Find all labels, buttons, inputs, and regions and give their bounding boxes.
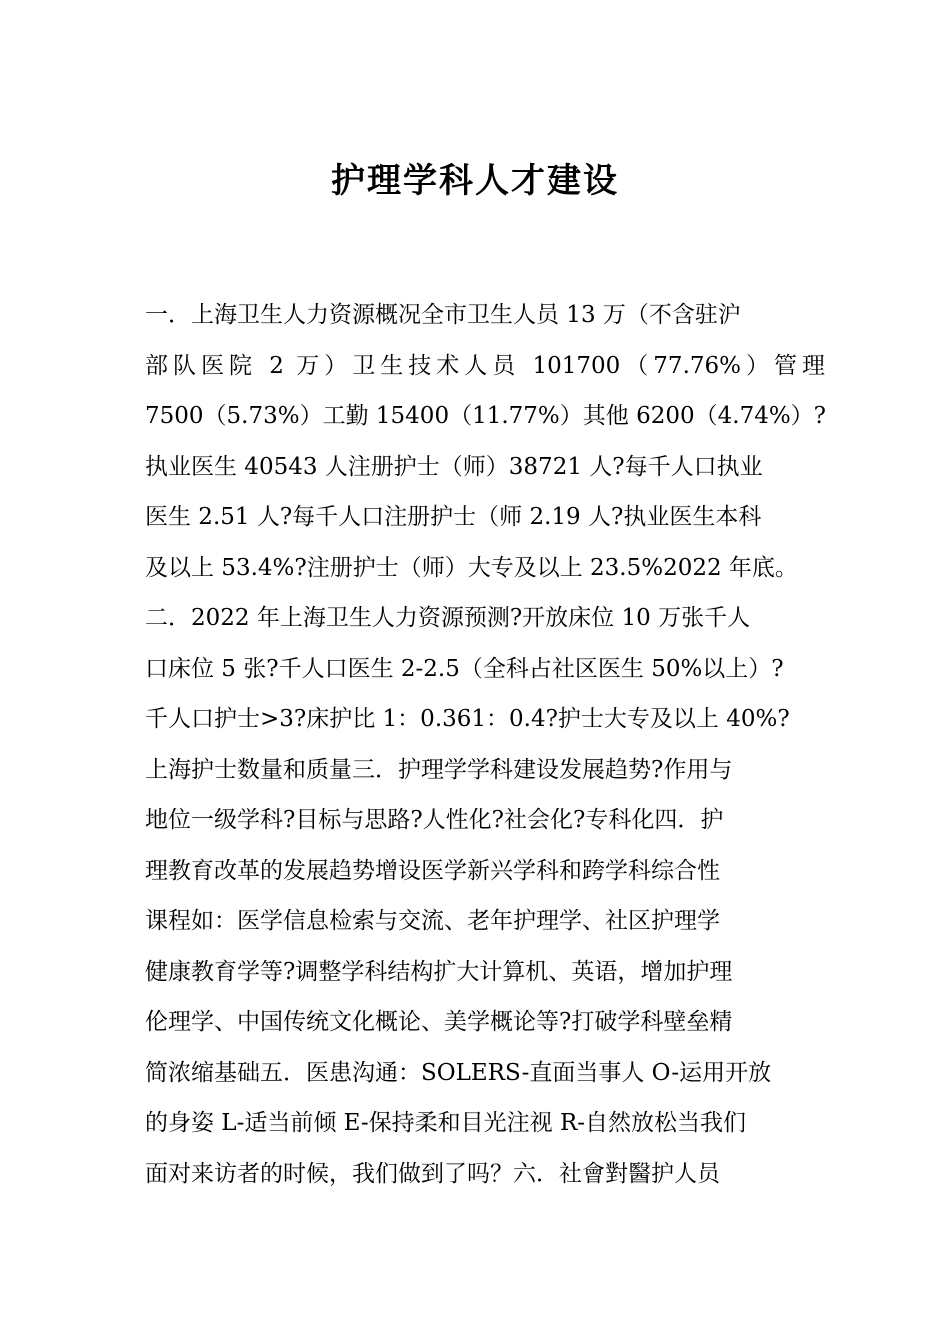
body-line: 7500（5.73%）工勤 15400（11.77%）其他 6200（4.74%）?: [145, 403, 827, 429]
document-title: 护理学科人才建设: [331, 161, 619, 201]
body-line: 及以上 53.4%?注册护士（师）大专及以上 23.5%2022 年底。: [145, 554, 798, 581]
body-line: 口床位 5 张?千人口医生 2-2.5（全科占社区医生 50%以上）?: [145, 655, 784, 682]
body-line: 的身姿 L-适当前倾 E-保持柔和目光注视 R-自然放松当我们: [145, 1110, 747, 1136]
body-line: 二．2022 年上海卫生人力资源预测?开放床位 10 万张千人: [145, 605, 751, 631]
body-line: 部队医院 2 万）卫生技术人员 101700（77.76%）管理: [145, 352, 825, 379]
body-line: 面对来访者的时候，我们做到了吗？六．社會對醫护人员: [145, 1160, 720, 1187]
body-line: 地位一级学科?目标与思路?人性化?社会化?专科化四．护: [145, 807, 724, 833]
body-line: 一．上海卫生人力资源概况全市卫生人员 13 万（不含驻沪: [145, 302, 741, 328]
body-line: 医生 2.51 人?每千人口注册护士（师 2.19 人?执业医生本科: [145, 504, 762, 530]
document-body: [145, 290, 825, 1199]
body-line: 理教育改革的发展趋势增设医学新兴学科和跨学科综合性: [145, 857, 720, 884]
body-line: 千人口护士>3?床护比 1：0.361：0.4?护士大专及以上 40%?: [145, 706, 790, 732]
body-line: 上海护士数量和质量三．护理学学科建设发展趋势?作用与: [145, 756, 733, 783]
body-line: 简浓缩基础五．医患沟通：SOLERS-直面当事人 O-运用开放: [145, 1059, 772, 1086]
body-line: 伦理学、中国传统文化概论、美学概论等?打破学科壁垒精: [145, 1009, 733, 1035]
body-line: 课程如：医学信息检索与交流、老年护理学、社区护理学: [145, 908, 720, 934]
body-line: 执业医生 40543 人注册护士（师）38721 人?每千人口执业: [145, 453, 763, 480]
body-line: 健康教育学等?调整学科结构扩大计算机、英语，增加护理: [145, 958, 733, 985]
